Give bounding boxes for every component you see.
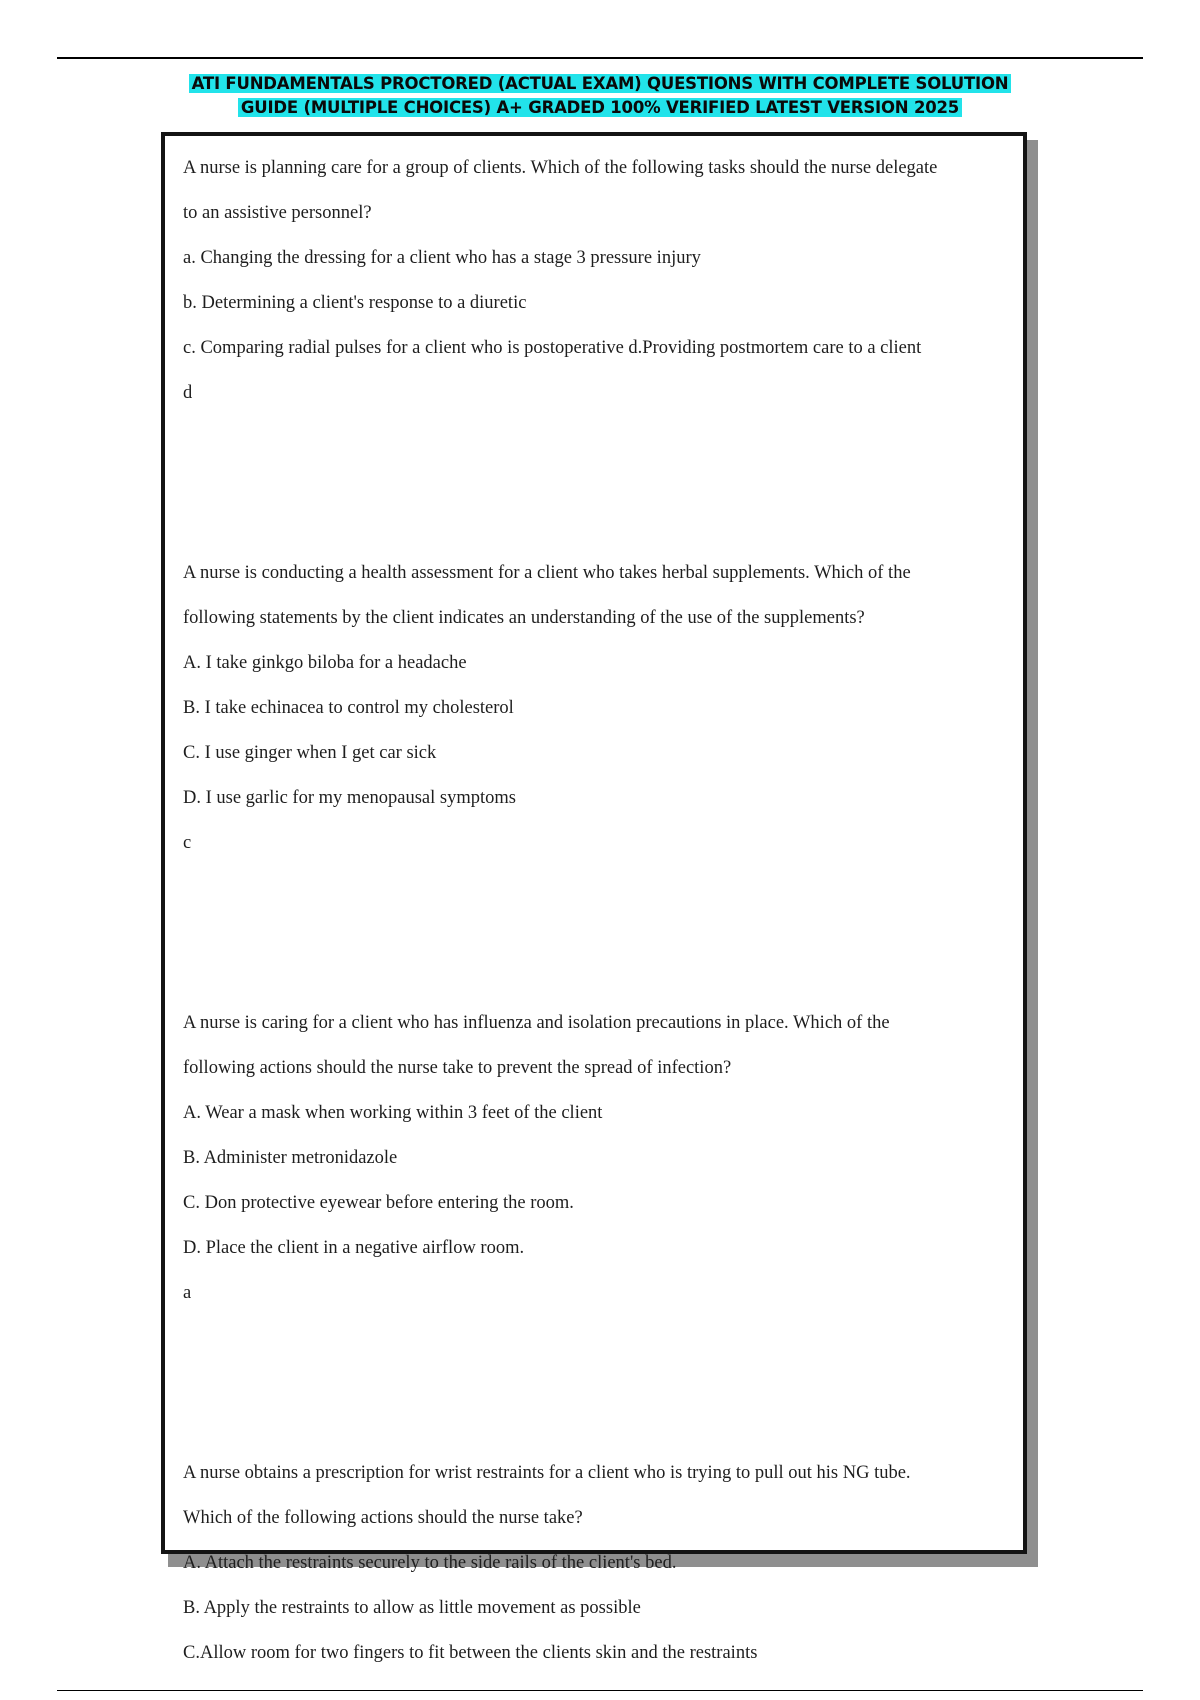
question-2-option-c: C. I use ginger when I get car sick [183, 743, 437, 763]
question-4-option-b: B. Apply the restraints to allow as little movement as possible [183, 1598, 641, 1618]
question-1-stem-line-2: to an assistive personnel? [183, 203, 372, 223]
question-2-option-d: D. I use garlic for my menopausal symptoms [183, 788, 516, 808]
spacer [183, 866, 1023, 1001]
question-4-stem-line-1: A nurse obtains a prescription for wrist restraints for a client who is trying to pull out his NG tube. [183, 1463, 911, 1483]
question-2-option-a: A. I take ginkgo biloba for a headache [183, 653, 467, 673]
question-3-option-c: C. Don protective eyewear before entering the room. [183, 1193, 574, 1213]
title-line-2: GUIDE (MULTIPLE CHOICES) A+ GRADED 100% VERIFIED LATEST VERSION 2025 [238, 98, 962, 117]
question-4-option-c: C.Allow room for two fingers to fit between the clients skin and the restraints [183, 1643, 758, 1663]
top-rule [57, 57, 1143, 59]
question-3-stem-line-1: A nurse is caring for a client who has influenza and isolation precautions in place. Which of the [183, 1013, 890, 1033]
question-1-option-c: c. Comparing radial pulses for a client who is postoperative d.Providing postmortem care to a client [183, 338, 922, 358]
question-3-option-b: B. Administer metronidazole [183, 1148, 398, 1168]
question-4-option-a: A. Attach the restraints securely to the side rails of the client's bed. [183, 1553, 677, 1573]
question-3-option-a: A. Wear a mask when working within 3 feet of the client [183, 1103, 603, 1123]
question-3-stem-line-2: following actions should the nurse take to prevent the spread of infection? [183, 1058, 732, 1078]
question-2-option-b: B. I take echinacea to control my cholesterol [183, 698, 514, 718]
page-title [0, 72, 1200, 120]
question-2-answer: c [183, 833, 192, 853]
question-box [161, 132, 1027, 1663]
question-2 [183, 551, 1023, 866]
question-3 [183, 1001, 1023, 1316]
question-1 [183, 146, 1023, 416]
question-2-stem-line-2: following statements by the client indicates an understanding of the use of the supplements? [183, 608, 865, 628]
question-4-stem-line-2: Which of the following actions should the nurse take? [183, 1508, 583, 1528]
spacer [183, 416, 1023, 551]
question-4 [183, 1451, 1023, 1676]
bottom-rule [57, 1690, 1143, 1691]
question-2-stem-line-1: A nurse is conducting a health assessment for a client who takes herbal supplements. Which of the [183, 563, 911, 583]
title-line-1: ATI FUNDAMENTALS PROCTORED (ACTUAL EXAM) QUESTIONS WITH COMPLETE SOLUTION [189, 74, 1012, 93]
spacer [183, 1316, 1023, 1451]
question-1-option-b: b. Determining a client's response to a diuretic [183, 293, 527, 313]
question-3-option-d: D. Place the client in a negative airflow room. [183, 1238, 525, 1258]
question-1-answer: d [183, 383, 193, 403]
question-1-stem-line-1: A nurse is planning care for a group of clients. Which of the following tasks should the nurse delegate [183, 158, 938, 178]
question-3-answer: a [183, 1283, 192, 1303]
question-1-option-a: a. Changing the dressing for a client who has a stage 3 pressure injury [183, 248, 701, 268]
